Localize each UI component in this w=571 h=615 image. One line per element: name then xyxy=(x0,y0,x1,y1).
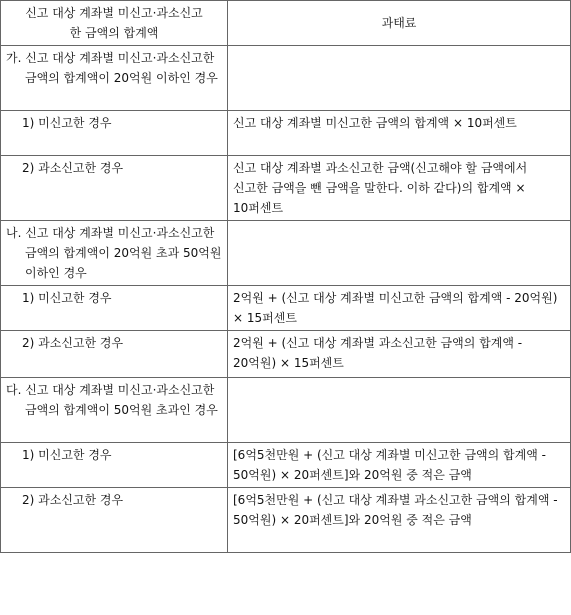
table-row xyxy=(1,111,571,156)
case-label: 2) 과소신고한 경우 xyxy=(22,161,124,175)
section-empty-fee-cell xyxy=(228,221,571,286)
fee-text: [6억5천만원 + (신고 대상 계좌별 과소신고한 금액의 합계액 - 50억원) × 20퍼센트]와 20억원 중 적은 금액 xyxy=(233,493,558,527)
case-label: 2) 과소신고한 경우 xyxy=(22,336,124,350)
section-title-cell xyxy=(1,221,228,286)
table-row xyxy=(1,488,571,553)
header-amount-line1: 신고 대상 계좌별 미신고·과소신고 xyxy=(25,6,203,20)
section-empty-fee-cell xyxy=(228,46,571,111)
case-label: 1) 미신고한 경우 xyxy=(22,448,112,462)
section-title-cell xyxy=(1,46,228,111)
case-label-cell xyxy=(1,286,228,331)
fee-text: 신고 대상 계좌별 미신고한 금액의 합계액 × 10퍼센트 xyxy=(233,116,517,130)
table-row xyxy=(1,331,571,378)
fee-text: 2억원 + (신고 대상 계좌별 미신고한 금액의 합계액 - 20억원) × 15퍼센트 xyxy=(233,291,558,325)
section-title: 가. 신고 대상 계좌별 미신고·과소신고한 금액의 합계액이 20억원 이하인 경우 xyxy=(6,51,218,85)
case-label-cell xyxy=(1,331,228,378)
table-row xyxy=(1,443,571,488)
fee-cell xyxy=(228,111,571,156)
fee-cell xyxy=(228,443,571,488)
fee-text: 2억원 + (신고 대상 계좌별 과소신고한 금액의 합계액 - 20억원) × 15퍼센트 xyxy=(233,336,523,370)
fee-cell xyxy=(228,331,571,378)
section-empty-fee-cell xyxy=(228,378,571,443)
header-fee-cell xyxy=(228,1,571,46)
fee-cell xyxy=(228,286,571,331)
header-amount-cell xyxy=(1,1,228,46)
section-da-row xyxy=(1,378,571,443)
header-amount-line2: 한 금액의 합계액 xyxy=(69,26,159,40)
section-na-row xyxy=(1,221,571,286)
section-ga-row xyxy=(1,46,571,111)
case-label: 2) 과소신고한 경우 xyxy=(22,493,124,507)
case-label-cell xyxy=(1,443,228,488)
section-title-cell xyxy=(1,378,228,443)
case-label: 1) 미신고한 경우 xyxy=(22,291,112,305)
table-row xyxy=(1,156,571,221)
fee-cell xyxy=(228,156,571,221)
section-title: 나. 신고 대상 계좌별 미신고·과소신고한 금액의 합계액이 20억원 초과 50억원 이하인 경우 xyxy=(6,226,222,280)
header-row xyxy=(1,1,571,46)
fee-text: 신고 대상 계좌별 과소신고한 금액(신고해야 할 금액에서 신고한 금액을 뺀 금액을 말한다. 이하 같다)의 합계액 × 10퍼센트 xyxy=(233,161,528,215)
case-label-cell xyxy=(1,156,228,221)
case-label-cell xyxy=(1,111,228,156)
table-row xyxy=(1,286,571,331)
case-label: 1) 미신고한 경우 xyxy=(22,116,112,130)
section-title: 다. 신고 대상 계좌별 미신고·과소신고한 금액의 합계액이 50억원 초과인 경우 xyxy=(6,383,218,417)
fee-text: [6억5천만원 + (신고 대상 계좌별 미신고한 금액의 합계액 - 50억원) × 20퍼센트]와 20억원 중 적은 금액 xyxy=(233,448,546,482)
case-label-cell xyxy=(1,488,228,553)
fee-cell xyxy=(228,488,571,553)
header-fee-label: 과태료 xyxy=(381,16,417,30)
